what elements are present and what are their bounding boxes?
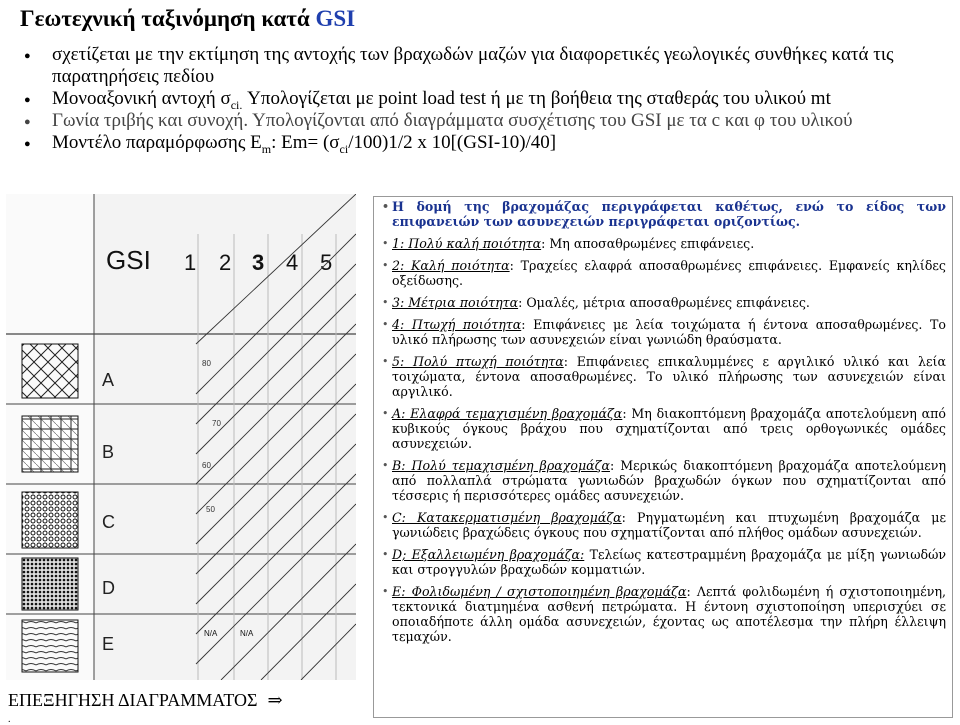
- desc-quality-1-text: : Μη αποσαθρωμένες επιφάνειες.: [541, 236, 755, 251]
- bullet-deformation: [24, 132, 954, 158]
- na-label-1: N/A: [204, 629, 218, 638]
- bullet-deformation-sub-m: m: [261, 141, 272, 156]
- texture-b-image: [22, 416, 78, 472]
- row-c-label: C: [102, 512, 115, 532]
- col-3-label: 3: [252, 250, 265, 275]
- legend-description-panel: [373, 196, 953, 718]
- bullet-deformation-sub-ci: ci: [339, 141, 349, 156]
- desc-structure-c-head: C: Κατακερματισμένη βραχομάζα: [392, 510, 622, 525]
- contour-80: 80: [202, 359, 211, 368]
- contour-60: 60: [202, 461, 211, 470]
- desc-quality-4: [382, 317, 946, 347]
- bullet-list: [24, 44, 954, 158]
- row-b-label: B: [102, 442, 115, 462]
- desc-structure-c: [382, 510, 946, 540]
- desc-structure-e: [382, 584, 946, 644]
- desc-quality-2-head: 2: Καλή ποιότητα: [392, 258, 510, 273]
- diagram-explanation-text: ΕΠΕΞΗΓΗΣΗ ΔΙΑΓΡΑΜΜΑΤΟΣ: [8, 690, 258, 710]
- na-label-2: N/A: [240, 629, 254, 638]
- texture-d-image: [22, 558, 78, 610]
- desc-quality-3: [382, 295, 946, 310]
- contour-50: 50: [206, 505, 215, 514]
- diagram-explanation-label: [8, 690, 283, 711]
- desc-quality-1: [382, 236, 946, 251]
- bullet-friction: [24, 110, 954, 132]
- title-main: Γεωτεχνική ταξινόμηση κατά: [20, 6, 316, 31]
- row-a-label: A: [102, 370, 115, 390]
- desc-structure-e-text: : Λεπτά φολιδωμένη ή σχιστοποιημένη, τεκτονικά διατμημένα ασθενή πετρώματα. Η έντονη σχιστοποίηση υπερισχύει σε οποιαδήποτε άλλη ομάδα ασυνεχειών, έχοντας ως αποτέλεσμα την πλήρη έλλειψη τεμαχών.: [392, 584, 946, 644]
- desc-quality-5: [382, 354, 946, 399]
- desc-quality-3-head: 3: Μέτρια ποιότητα: [392, 295, 519, 310]
- bullet-deformation-text-a: Μοντέλο παραμόρφωσης E: [52, 132, 262, 153]
- desc-structure-b-text: : Μερικώς διακοπτόμενη βραχομάζα αποτελούμενη από πολλαπλά στρώματα γωνιωδών βραχωδών όγκων που σχηματίζονται από τέσσερις ή περισσότερες ομάδες ασυνεχειών.: [392, 458, 946, 503]
- bullet-deformation-text-c: /100)1/2 x 10[(GSI-10)/40]: [348, 132, 557, 153]
- desc-quality-2-text: : Τραχείες ελαφρά αποσαθρωμένες επιφάνειες. Εμφανείς κηλίδες οξείδωσης.: [392, 258, 946, 288]
- row-d-label: D: [102, 578, 115, 598]
- desc-structure-d-text: Τελείως κατεστραμμένη βραχομάζα με μίξη γωνιωδών και στρογγυλών βραχωδών κομματιών.: [392, 547, 947, 577]
- desc-structure-b-head: B: Πολύ τεμαχισμένη βραχομάζα: [392, 458, 610, 473]
- row-e-label: E: [102, 634, 115, 654]
- gsi-diagram: [6, 194, 356, 680]
- bullet-uniaxial-sub: ci.: [230, 97, 243, 112]
- bullet-uniaxial-text-b: Υπολογίζεται με point load test ή με τη βοήθεια της σταθεράς του υλικού mt: [242, 88, 831, 109]
- col-5-label: 5: [320, 250, 333, 275]
- slide-title: [20, 6, 355, 32]
- desc-structure-b: [382, 458, 946, 503]
- bullet-strength-text: σχετίζεται με την εκτίμηση της αντοχής των βραχωδών μαζών για διαφορετικές γεωλογικές συνθήκες κατά τις παρατηρήσεις πεδίου: [52, 44, 894, 87]
- desc-quality-2: [382, 258, 946, 288]
- desc-structure-e-head: E: Φολιδωμένη / σχιστοποιημένη βραχομάζα: [392, 584, 687, 599]
- desc-structure-a: [382, 406, 946, 451]
- bullet-uniaxial-text-a: Μονοαξονική αντοχή σ: [52, 88, 231, 109]
- desc-structure-c-text: : Ρηγματωμένη και πτυχωμένη βραχομάζα με γωνιώδεις βραχώδεις όγκους που σχηματίζονται από πλήθος ομάδων ασυνεχειών.: [392, 510, 947, 540]
- desc-quality-4-text: : Επιφάνειες με λεία τοιχώματα ή έντονα αποσαθρωμένες. Το υλικό πλήρωσης των ασυνεχειών είναι γωνιώδη θραύσματα.: [392, 317, 946, 347]
- diagram-header: GSI: [106, 245, 151, 275]
- desc-quality-5-head: 5: Πολύ πτωχή ποιότητα: [392, 354, 564, 369]
- texture-e-image: [22, 620, 78, 672]
- desc-structure-a-text: : Μη διακοπτόμενη βραχομάζα αποτελούμενη από κυβικούς όγκους βράχου που σχηματίζονται από τρεις ορθογωνικές ομάδες ασυνεχειών.: [392, 406, 946, 451]
- contour-70: 70: [212, 419, 221, 428]
- desc-quality-1-head: 1: Πολύ καλή ποιότητα: [392, 236, 542, 251]
- desc-structure-d: [382, 547, 946, 577]
- desc-structure-a-head: A: Ελαφρά τεμαχισμένη βραχομάζα: [392, 406, 623, 421]
- footer-dot: .: [8, 714, 11, 725]
- texture-c-image: [22, 492, 78, 548]
- desc-intro: • Η δομή της βραχομάζας περιγράφεται καθέτως, ενώ το είδος των επιφανειών των ασυνεχειών περιγράφεται οριζοντίως.: [382, 199, 946, 229]
- gsi-chart-svg: [6, 194, 356, 680]
- desc-quality-5-text: : Επιφάνειες επικαλυμμένες ε αργιλικό υλικό και λεία τοιχώματα, έντονα αποσαθρωμένες. Το υλικό πλήρωσης των ασυνεχειών είναι αργιλικό.: [392, 354, 946, 399]
- desc-quality-3-text: : Ομαλές, μέτρια αποσαθρωμένες επιφάνειες.: [518, 295, 810, 310]
- col-4-label: 4: [286, 250, 299, 275]
- col-1-label: 1: [184, 250, 197, 275]
- texture-a-image: [22, 344, 78, 398]
- desc-structure-d-head: D; Εξαλλειωμένη βραχομάζα:: [392, 547, 585, 562]
- bullet-strength: [24, 44, 954, 88]
- arrow-right-icon: ⇒: [267, 690, 283, 710]
- bullet-uniaxial: [24, 88, 954, 110]
- col-2-label: 2: [219, 250, 232, 275]
- bullet-friction-text: Γωνία τριβής και συνοχή. Υπολογίζονται από διαγράμματα συσχέτισης του GSI με τα c και φ του υλικού: [52, 110, 853, 131]
- bullet-deformation-text-b: : Em= (σ: [271, 132, 340, 153]
- title-gsi: GSI: [315, 6, 356, 31]
- desc-quality-4-head: 4: Πτωχή ποιότητα: [392, 317, 522, 332]
